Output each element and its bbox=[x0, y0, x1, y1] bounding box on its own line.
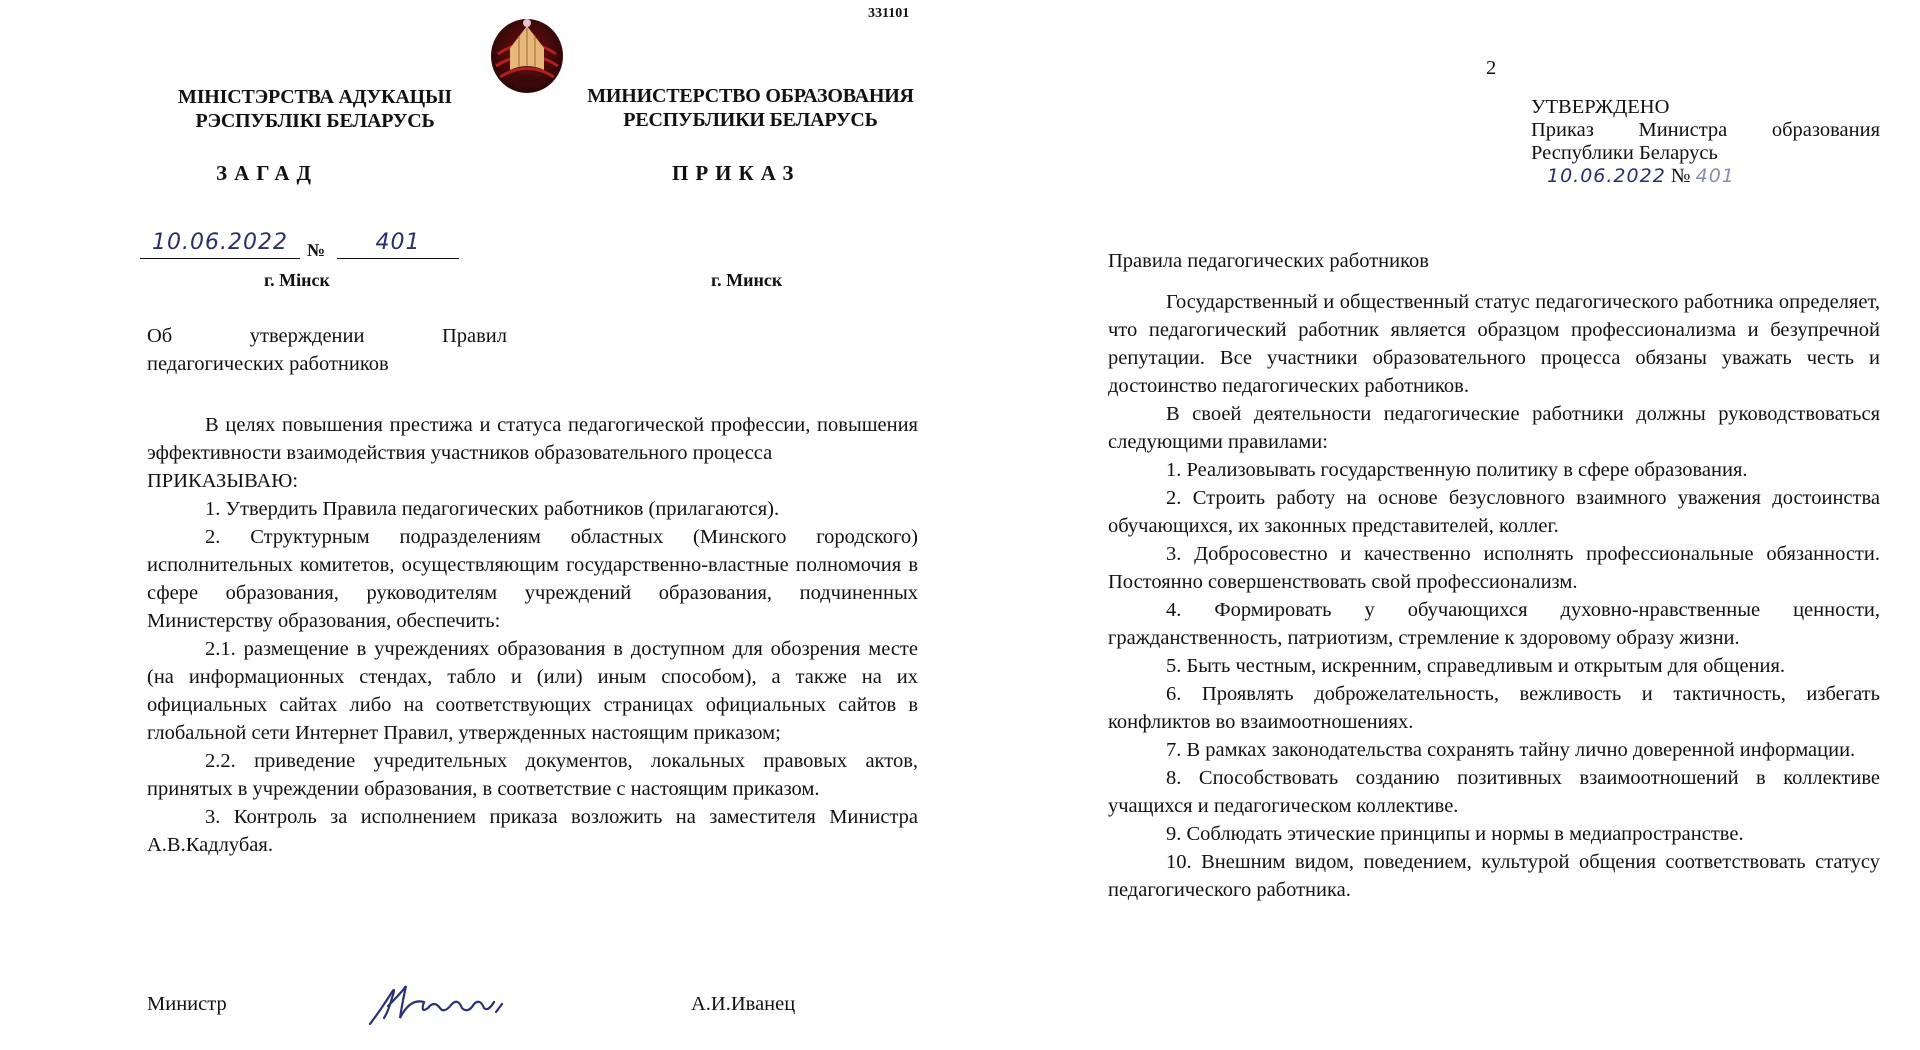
signer-name: А.И.Иванец bbox=[691, 993, 796, 1015]
header-ru-line2: РЕСПУБЛИКИ БЕЛАРУСЬ bbox=[623, 109, 878, 131]
approval-stamp bbox=[1531, 96, 1880, 188]
approved-line2: Республики Беларусь bbox=[1531, 142, 1718, 164]
order-preamble: В целях повышения престижа и статуса педагогической профессии, повышения эффективности взаимодействия участников образовательного процесса bbox=[147, 414, 918, 464]
rule-item: 5. Быть честным, искренним, справедливым и открытым для общения. bbox=[1166, 655, 1786, 677]
rule-item: 4. Формировать у обучающихся духовно-нравственные ценности, гражданственность, патриотизм, стремление к здоровому образу жизни. bbox=[1108, 599, 1880, 649]
rules-lead: В своей деятельности педагогические работники должны руководствоваться следующими правилами: bbox=[1108, 403, 1880, 453]
approved-number: 401 bbox=[1695, 165, 1735, 187]
signature-icon bbox=[362, 978, 512, 1030]
approved-label: УТВЕРЖДЕНО bbox=[1531, 96, 1670, 118]
subject-line2: педагогических работников bbox=[147, 353, 389, 375]
subject-word: Об bbox=[147, 325, 173, 347]
number-sign: № bbox=[307, 240, 326, 260]
approved-date: 10.06.2022 bbox=[1547, 165, 1666, 187]
order-date: 10.06.2022 bbox=[152, 230, 288, 255]
order-item: 2. Структурным подразделениям областных (Минского городского) исполнительных комитетов, осуществляющим государственно-властные полномочия в сфере образования, руководителям учреждений образования, подчиненных Министерству образования, обеспечить: bbox=[147, 526, 918, 632]
order-subject bbox=[147, 322, 507, 378]
doc-type-russian: ПРИКАЗ bbox=[672, 161, 801, 185]
header-ru-line1: МИНИСТЕРСТВО ОБРАЗОВАНИЯ bbox=[587, 85, 914, 107]
city-russian: г. Минск bbox=[711, 270, 783, 290]
approval-word: образования bbox=[1771, 119, 1880, 141]
rules-intro: Государственный и общественный статус педагогического работника определяет, что педагогический работник является образцом профессионализма и безупречной репутации. Все участники образовательного процесса обязаны уважать честь и достоинство педагогических работников. bbox=[1108, 291, 1880, 397]
doc-type-belarusian: ЗАГАД bbox=[216, 161, 318, 185]
approval-word: Министра bbox=[1638, 119, 1728, 141]
header-by-line2: РЭСПУБЛІКІ БЕЛАРУСЬ bbox=[195, 110, 435, 132]
rules-title: Правила педагогических работников bbox=[1108, 250, 1429, 272]
order-item: 2.1. размещение в учреждениях образования в доступном для обозрения месте (на информационных стендах, табло и (или) иным способом), а также на их официальных сайтах либо на соответствующих страницах официальных сайтов в глобальной сети Интернет Правил, утвержденных настоящим приказом; bbox=[147, 638, 918, 744]
ministry-header-belarusian bbox=[170, 85, 460, 133]
page-number: 2 bbox=[1486, 57, 1497, 79]
order-word: ПРИКАЗЫВАЮ: bbox=[147, 470, 299, 492]
rule-item: 9. Соблюдать этические принципы и нормы в медиапространстве. bbox=[1166, 823, 1744, 845]
header-by-line1: МІНІСТЭРСТВА АДУКАЦЫІ bbox=[178, 86, 452, 108]
order-number-field bbox=[337, 230, 459, 259]
order-item: 3. Контроль за исполнением приказа возложить на заместителя Министра А.В.Кадлубая. bbox=[147, 806, 918, 856]
subject-word: Правил bbox=[441, 325, 507, 347]
signer-title: Министр bbox=[147, 993, 227, 1015]
rule-item: 3. Добросовестно и качественно исполнять профессиональные обязанности. Постоянно совершенствовать свой профессионализм. bbox=[1108, 543, 1880, 593]
order-item: 2.2. приведение учредительных документов, локальных правовых актов, принятых в учреждении образования, в соответствие с настоящим приказом. bbox=[147, 750, 918, 800]
document-code: 331101 bbox=[868, 6, 910, 21]
order-number: 401 bbox=[375, 230, 421, 255]
city-belarusian: г. Мінск bbox=[264, 270, 330, 290]
state-emblem-icon bbox=[488, 14, 566, 94]
ministry-header-russian bbox=[578, 84, 923, 132]
subject-word: утверждении bbox=[249, 325, 365, 347]
order-date-field bbox=[140, 230, 300, 259]
rule-item: 1. Реализовывать государственную политику в сфере образования. bbox=[1166, 459, 1748, 481]
approval-word: Приказ bbox=[1531, 119, 1594, 141]
approved-number-sign: № bbox=[1670, 165, 1691, 187]
order-body bbox=[147, 411, 918, 859]
rule-item: 10. Внешним видом, поведением, культурой общения соответствовать статусу педагогического работника. bbox=[1108, 851, 1880, 901]
order-item: 1. Утвердить Правила педагогических работников (прилагаются). bbox=[205, 498, 780, 520]
rule-item: 2. Строить работу на основе безусловного взаимного уважения достоинства обучающихся, их законных представителей, коллег. bbox=[1108, 487, 1880, 537]
rule-item: 6. Проявлять доброжелательность, вежливость и тактичность, избегать конфликтов во взаимоотношениях. bbox=[1108, 683, 1880, 733]
rules-body bbox=[1108, 288, 1880, 904]
rule-item: 7. В рамках законодательства сохранять тайну лично доверенной информации. bbox=[1166, 739, 1856, 761]
rule-item: 8. Способствовать созданию позитивных взаимоотношений в коллективе учащихся и педагогическом коллективе. bbox=[1108, 767, 1880, 817]
